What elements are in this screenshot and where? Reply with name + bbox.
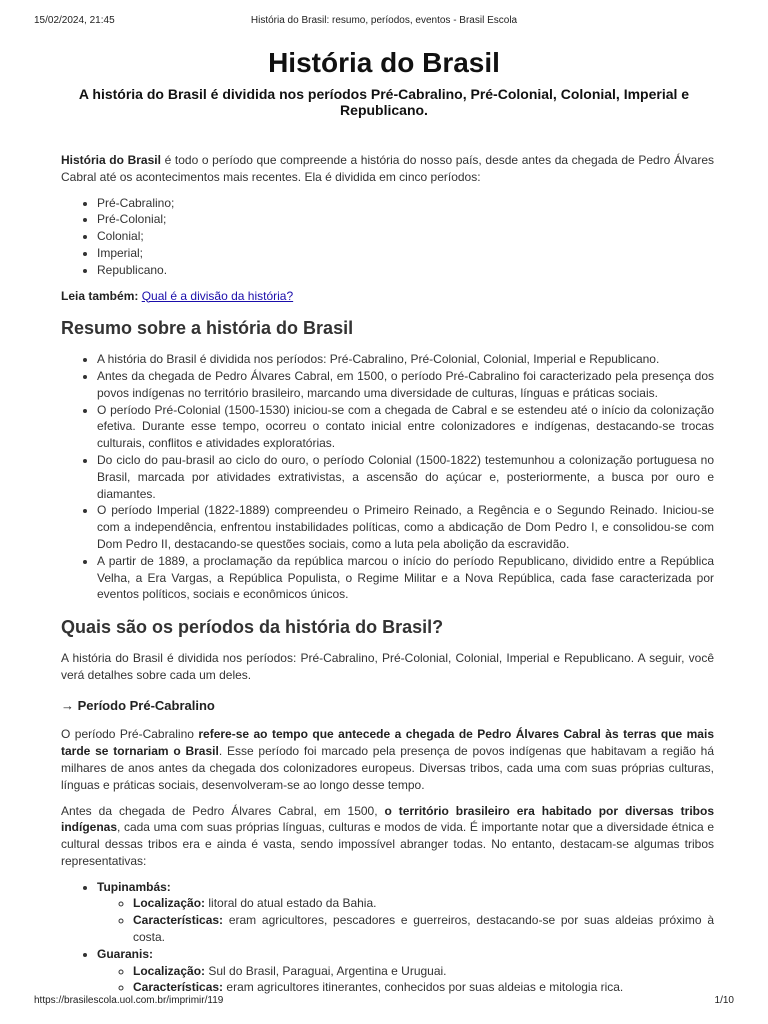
read-also-link[interactable]: Qual é a divisão da história? (141, 288, 294, 303)
characteristics-text: eram agricultores, pescadores e guerreiros, destacando-se por suas aldeias próximo à costa. (133, 913, 714, 945)
tribe-item (97, 879, 714, 946)
bold-span: refere-se ao tempo que antecede a chegada de Pedro Álvares Cabral às terras que mais tarde se tornariam o Brasil (61, 727, 714, 759)
location-label: Localização: (133, 963, 206, 978)
list-item: • O período Imperial (1822-1889) compreendeu o Primeiro Reinado, a Regência e o Segundo Reinado. Iniciou-se com a independência, enfrentou instabilidades políticas, como a abdicação de Dom Pedro I, e consolidou-se com Dom Pedro II, destacando-se questões sociais, como a luta pela abolição da escravidão. (97, 502, 714, 552)
characteristics-text: eram agricultores itinerantes, conhecidos por suas aldeias e mitologia rica. (223, 980, 624, 995)
article-body (61, 152, 714, 1005)
periods-list (61, 195, 714, 279)
list-item: • Republicano. (97, 262, 714, 279)
location-text: Sul do Brasil, Paraguai, Argentina e Uruguai. (205, 963, 447, 978)
periods-heading: Quais são os períodos da história do Brasil? (61, 617, 444, 638)
periods-paragraph: A história do Brasil é dividida nos períodos: Pré-Cabralino, Pré-Colonial, Colonial, Imperial e Republicano. A seguir, você verá detalhes sobre cada um deles. (61, 650, 714, 682)
page-subtitle: A história do Brasil é dividida nos períodos Pré-Cabralino, Pré-Colonial, Colonial, Imperial e Republicano. (78, 86, 690, 118)
intro-bold: História do Brasil (61, 153, 161, 167)
list-item: • Pré-Colonial; (97, 211, 714, 228)
tribe-item (97, 946, 714, 996)
tribe-characteristics (133, 912, 714, 946)
tribe-characteristics (133, 979, 714, 996)
location-text: litoral do atual estado da Bahia. (205, 896, 377, 911)
list-item: • Do ciclo do pau-brasil ao ciclo do ouro, o período Colonial (1500-1822) testemunhou a colonização portuguesa no Brasil, marcada por atividades extrativistas, a ascensão do açúcar e, posteriormente, a busca por ouro e diamantes. (97, 452, 714, 502)
print-page-title: História do Brasil: resumo, períodos, eventos - Brasil Escola (250, 15, 518, 26)
tribe-location (133, 963, 714, 980)
list-item: • O período Pré-Colonial (1500-1530) iniciou-se com a chegada de Cabral e se estendeu até o início da colonização efetiva. Durante esse tempo, ocorreu o contato inicial entre colonizadores e indígenas, destacando-se trocas culturais, conflitos e atividades exploratórias. (97, 402, 714, 452)
read-also (61, 288, 714, 305)
intro-paragraph (61, 152, 714, 186)
print-date: 15/02/2024, 21:45 (34, 15, 115, 26)
intro-text: é todo o período que compreende a história do nosso país, desde antes da chegada de Pedro Álvares Cabral até os acontecimentos mais recentes. Ela é dividida em cinco períodos: (61, 153, 714, 184)
characteristics-label: Características: (133, 913, 224, 928)
characteristics-label: Características: (133, 980, 224, 995)
page-number: 1/10 (714, 995, 734, 1006)
text-span: , cada uma com suas próprias línguas, culturas e modos de vida. É importante notar que a diversidade étnica e cultural dessas tribos era e ainda é vasta, sendo impossível abranger todas. No entanto, destacam-se algumas tribos representativas: (61, 820, 714, 868)
tribe-name: Tupinambás: (97, 879, 171, 894)
text-span: . Esse período foi marcado pela presença de povos indígenas que habitavam a região há milhares de anos antes da chegada dos colonizadores europeus. Diversas tribos, cada uma com suas próprias culturas, línguas e práticas sociais, desenvolveram-se ao longo desse tempo. (61, 744, 714, 792)
read-also-label: Leia também: (61, 288, 139, 303)
location-label: Localização: (133, 896, 206, 911)
print-url: https://brasilescola.uol.com.br/imprimir/119 (34, 995, 224, 1006)
list-item: • Pré-Cabralino; (97, 195, 714, 212)
text-span: O período Pré-Cabralino (61, 727, 199, 742)
summary-heading: Resumo sobre a história do Brasil (61, 318, 354, 339)
print-footer (34, 995, 734, 1009)
pre-cabralino-paragraph-2 (61, 803, 714, 870)
page-title: História do Brasil (268, 47, 500, 78)
text-span: Antes da chegada de Pedro Álvares Cabral, em 1500, (61, 803, 385, 818)
tribe-name: Guaranis: (97, 946, 154, 961)
list-item: • Colonial; (97, 228, 714, 245)
summary-list (61, 351, 714, 603)
pre-cabralino-heading: → Período Pré-Cabralino (61, 697, 215, 713)
list-item: • A história do Brasil é dividida nos períodos: Pré-Cabralino, Pré-Colonial, Colonial, Imperial e Republicano. (97, 351, 714, 368)
tribes-list (61, 879, 714, 997)
pre-cabralino-paragraph-1 (61, 726, 714, 793)
list-item: • Antes da chegada de Pedro Álvares Cabral, em 1500, o período Pré-Cabralino foi caracterizado pela presença dos povos indígenas no território brasileiro, marcando uma diversidade de culturas, línguas e práticas sociais. (97, 368, 714, 402)
tribe-details (97, 963, 714, 997)
tribe-details (97, 895, 714, 945)
print-header (34, 15, 734, 29)
bold-span: o território brasileiro era habitado por diversas tribos indígenas (61, 803, 714, 835)
list-item: • A partir de 1889, a proclamação da república marcou o início do período Republicano, dividido entre a República Velha, a Era Vargas, a República Populista, o Regime Militar e a Nova República, cada fase caracterizada por eventos políticos, sociais e econômicos únicos. (97, 553, 714, 603)
tribe-location (133, 895, 714, 912)
list-item: • Imperial; (97, 245, 714, 262)
